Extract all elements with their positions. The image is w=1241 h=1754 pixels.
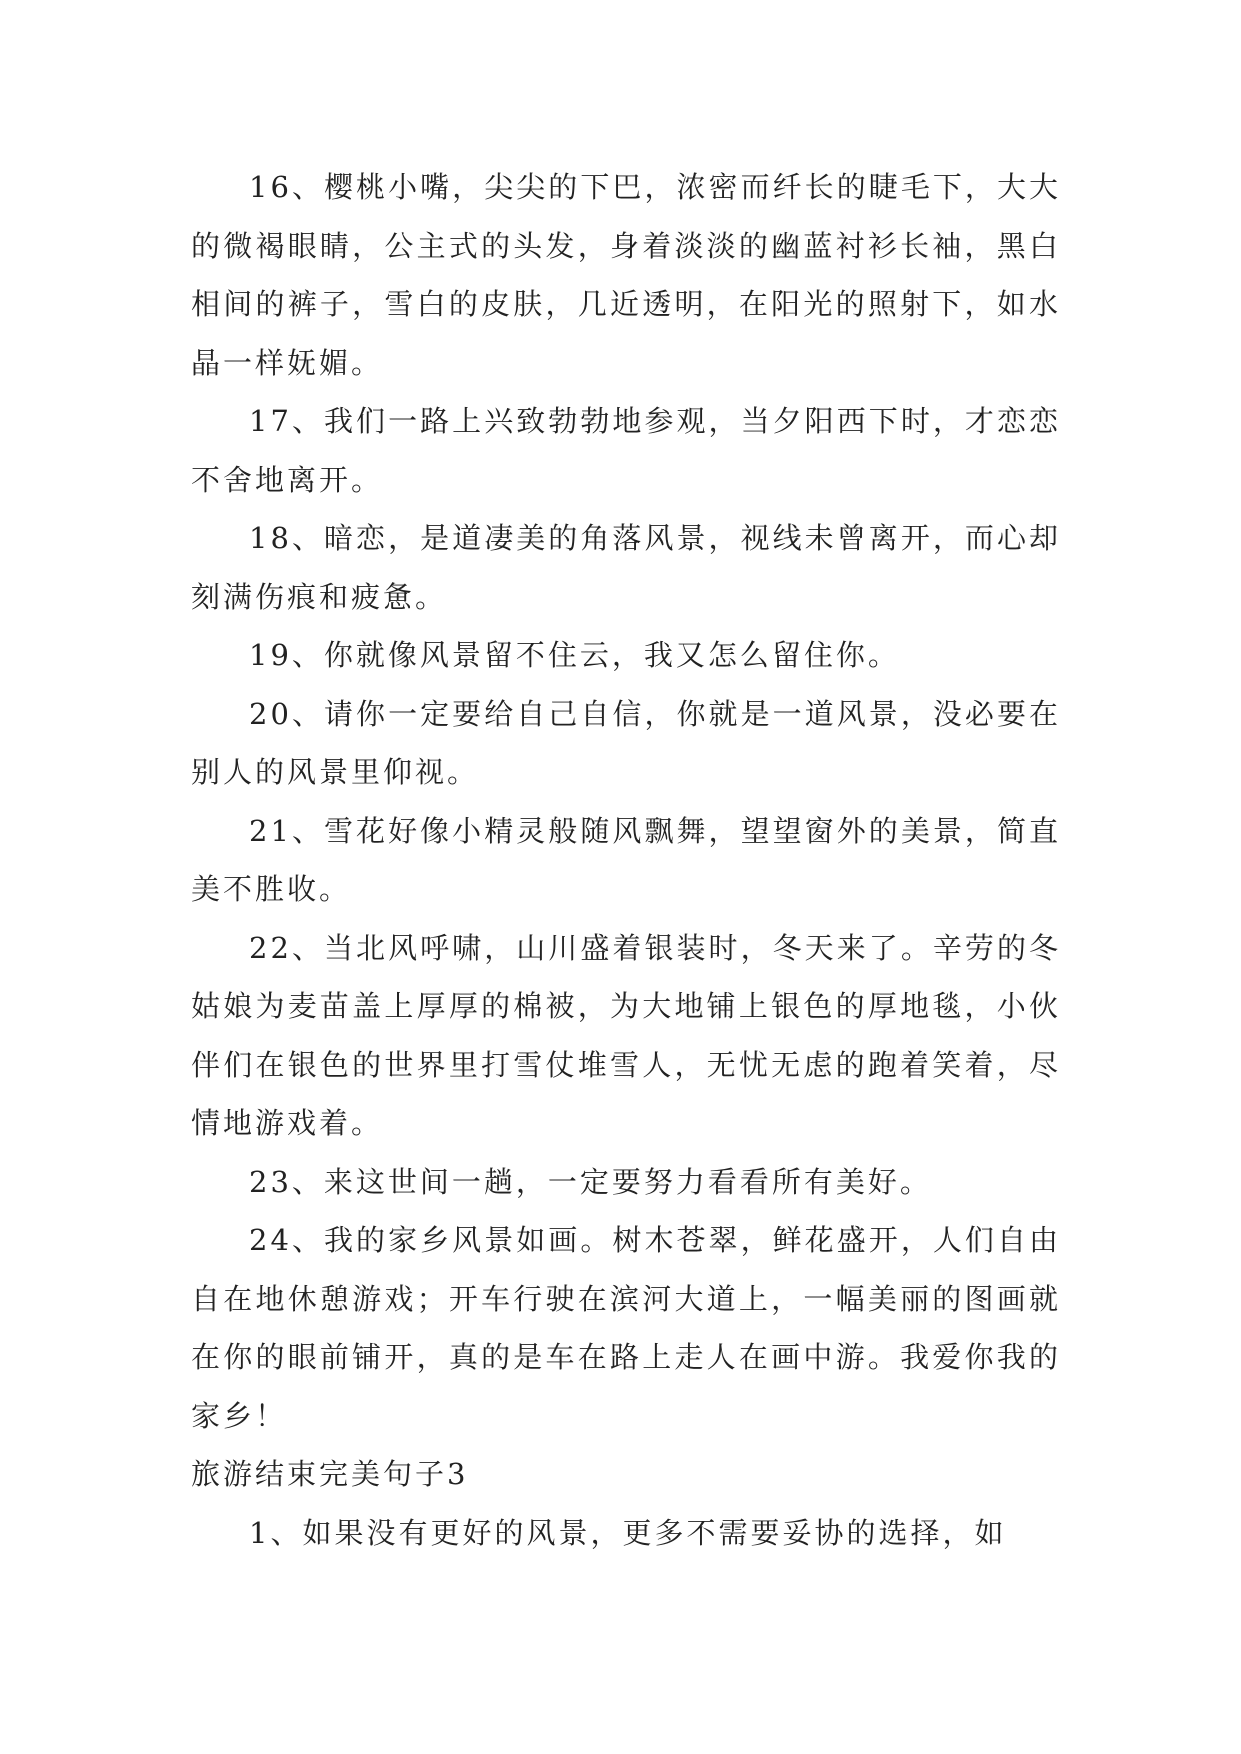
paragraph-24: 24、我的家乡风景如画。树木苍翠，鲜花盛开，人们自由自在地休憩游戏；开车行驶在滨河大道上，一幅美丽的图画就在你的眼前铺开，真的是车在路上走人在画中游。我爱你我的家乡！ <box>191 1223 1061 1433</box>
paragraph-18: 18、暗恋，是道凄美的角落风景，视线未曾离开，而心却刻满伤痕和疲惫。 <box>191 521 1061 614</box>
paragraph-21: 21、雪花好像小精灵般随风飘舞，望望窗外的美景，简直美不胜收。 <box>191 813 1061 906</box>
paragraph-19: 19、你就像风景留不住云，我又怎么留住你。 <box>249 638 900 672</box>
paragraph-16: 16、樱桃小嘴，尖尖的下巴，浓密而纤长的睫毛下，大大的微褐眼睛，公主式的头发，身着淡淡的幽蓝衬衫长袖，黑白相间的裤子，雪白的皮肤，几近透明，在阳光的照射下，如水晶一样妩媚。 <box>191 170 1061 380</box>
paragraph-23: 23、来这世间一趟，一定要努力看看所有美好。 <box>249 1164 932 1199</box>
paragraph-20: 20、请你一定要给自己自信，你就是一道风景，没必要在别人的风景里仰视。 <box>191 696 1061 789</box>
paragraph-22: 22、当北风呼啸，山川盛着银装时，冬天来了。辛劳的冬姑娘为麦苗盖上厚厚的棉被，为大地铺上银色的厚地毯，小伙伴们在银色的世界里打雪仗堆雪人，无忧无虑的跑着笑着，尽情地游戏着。 <box>191 930 1061 1140</box>
paragraph-17: 17、我们一路上兴致勃勃地参观，当夕阳西下时，才恋恋不舍地离开。 <box>191 404 1061 497</box>
section-heading: 旅游结束完美句子3 <box>191 1457 469 1491</box>
paragraph-1: 1、如果没有更好的风景，更多不需要妥协的选择，如 <box>249 1515 1007 1550</box>
document-body <box>191 158 1061 1562</box>
